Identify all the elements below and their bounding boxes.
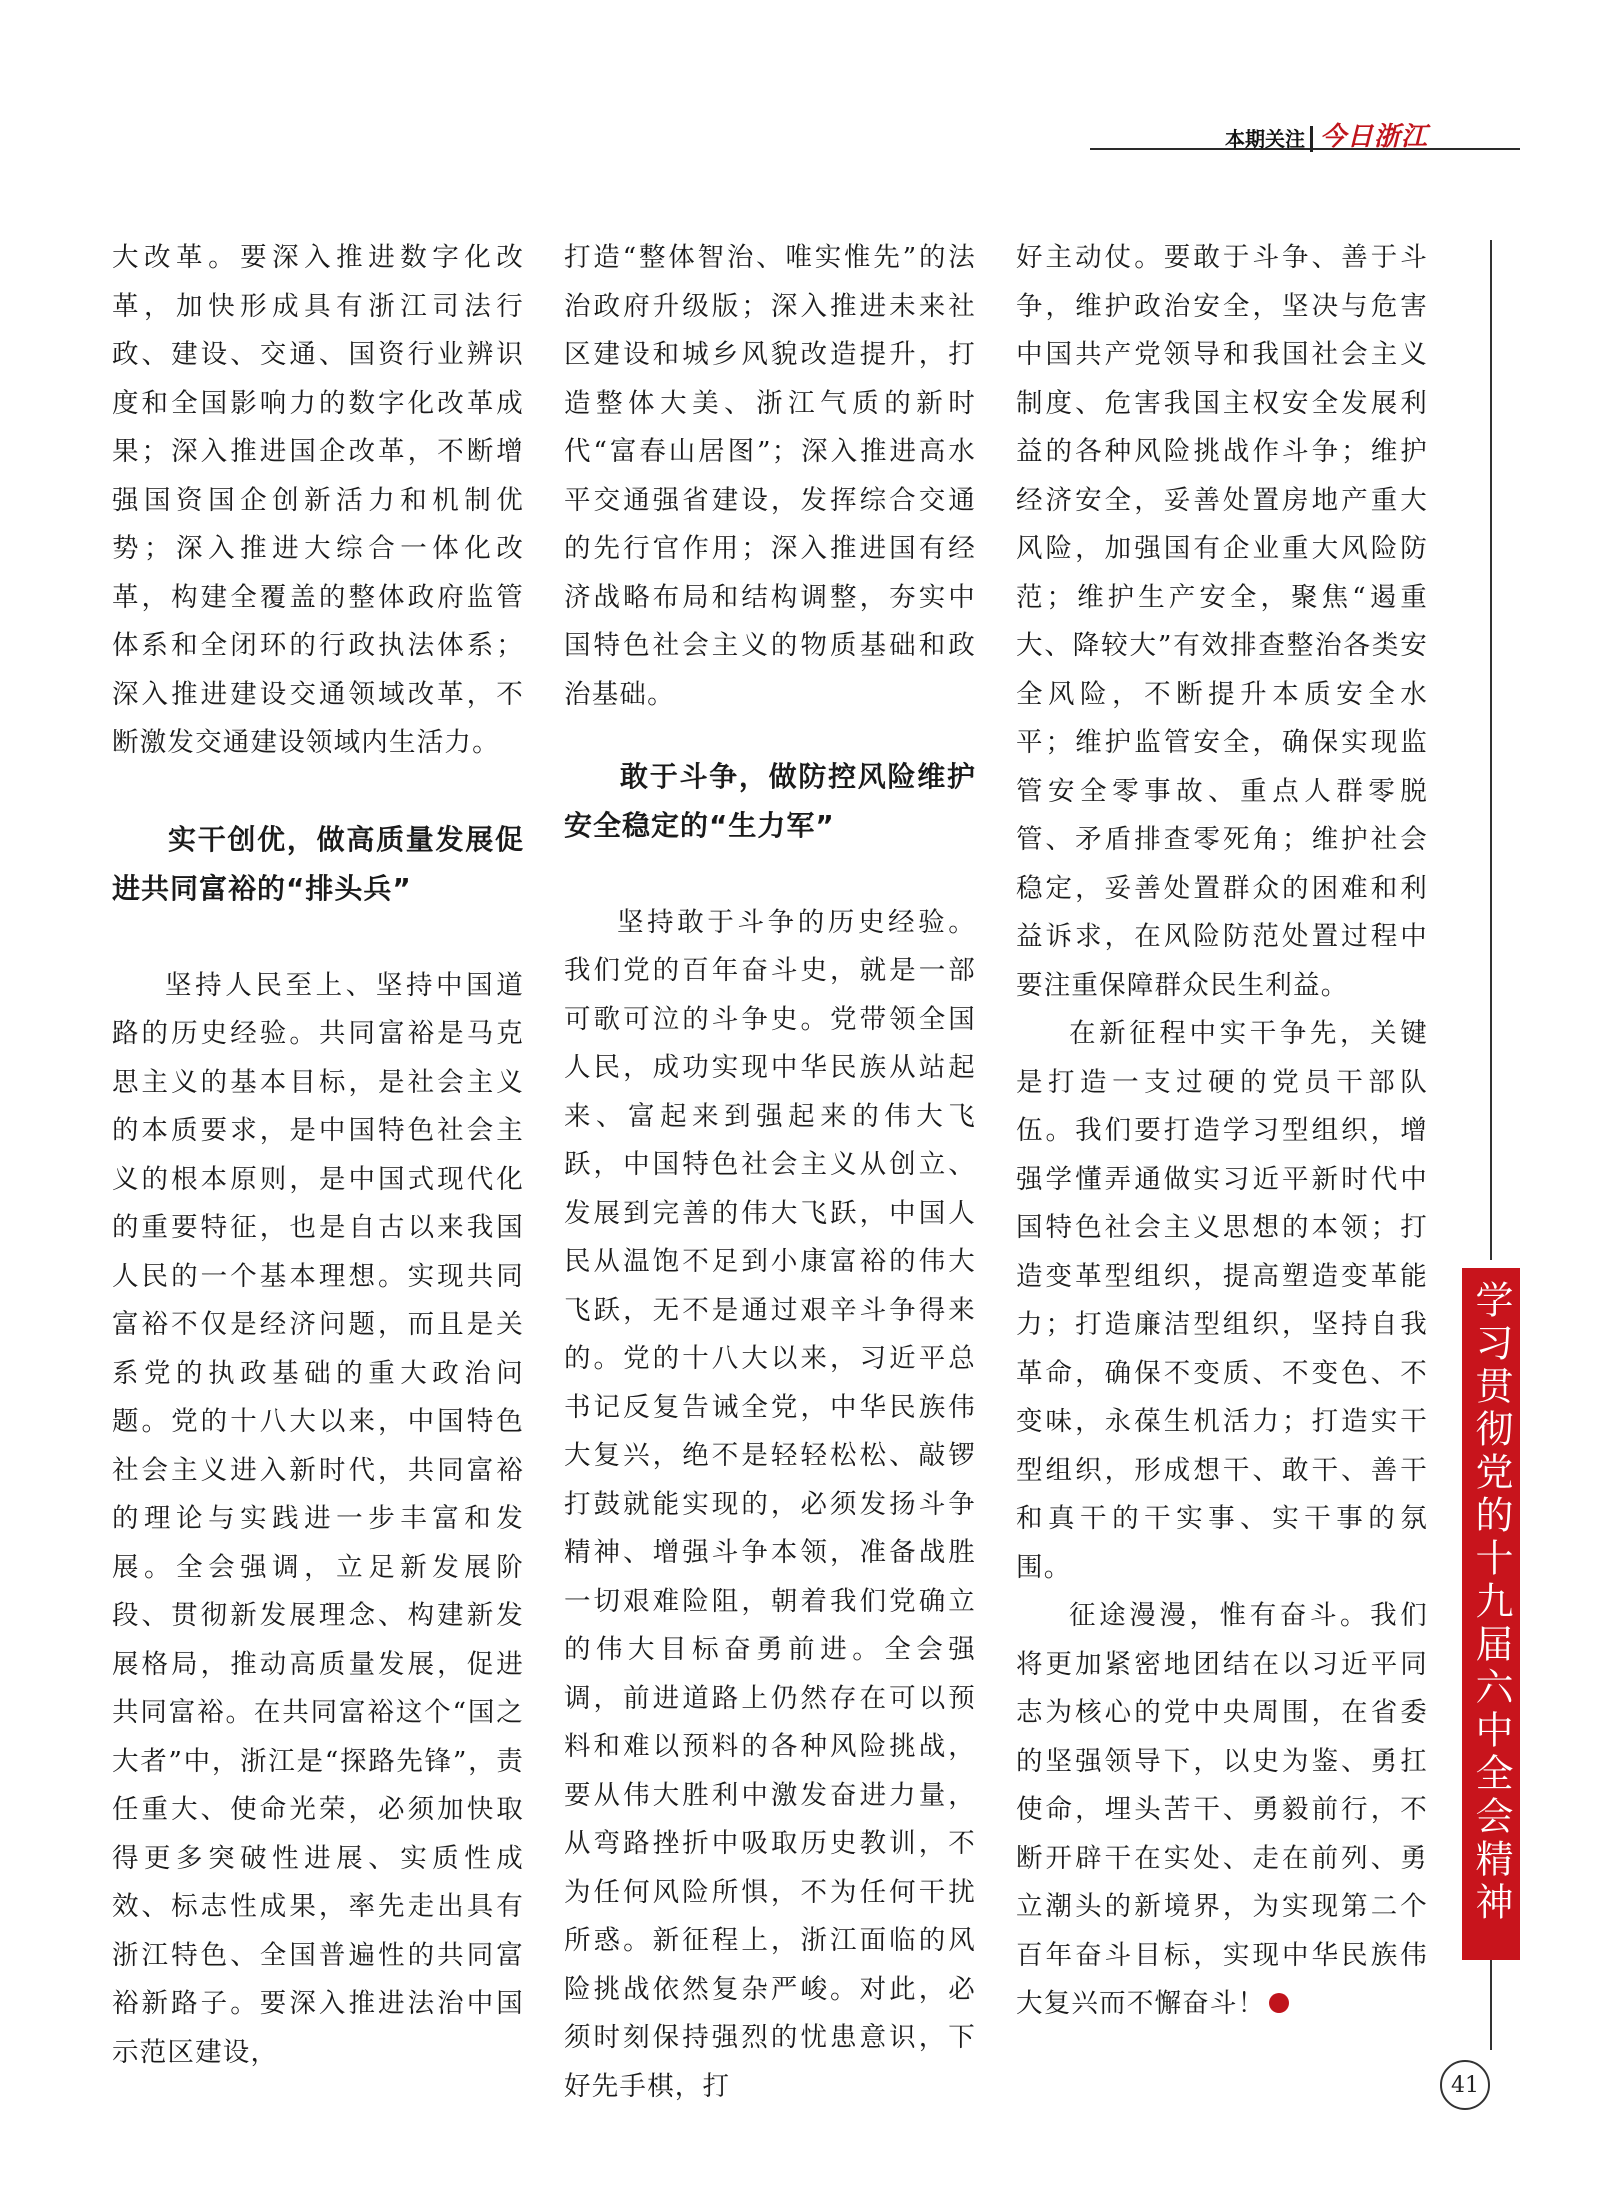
topic-banner-text: 学习贯彻党的十九届六中全会精神 xyxy=(1469,1280,1513,1925)
column-2-paragraph-1: 打造“整体智治、唯实惟先”的法治政府升级版；深入推进未来社区建设和城乡风貌改造提升，打造整体大美、浙江气质的新时代“富春山居图”；深入推进高水平交通强省建设，发挥综合交通的先行官作用；深入推进国有经济战略布局和结构调整，夯实中国特色社会主义的物质基础和政治基础。 xyxy=(564,242,976,710)
topic-banner xyxy=(1462,1268,1520,1960)
brand-logo: 今日浙江 xyxy=(1320,122,1429,152)
closing-paragraph-text: 征途漫漫，惟有奋斗。我们将更加紧密地团结在以习近平同志为核心的党中央周围，在省委的坚强领导下，以史为鉴、勇扛使命，埋头苦干、勇毅前行，不断开辟干在实处、走在前列、勇立潮头的新境界，为实现第二个百年奋斗目标，实现中华民族伟大复兴而不懈奋斗！ xyxy=(1016,1600,1428,2019)
column-3-paragraph-1: 好主动仗。要敢于斗争、善于斗争，维护政治安全，坚决与危害中国共产党领导和我国社会主义制度、危害我国主权安全发展利益的各种风险挑战作斗争；维护经济安全，妥善处置房地产重大风险，加强国有企业重大风险防范；维护生产安全，聚焦“遏重大、降较大”有效排查整治各类安全风险，不断提升本质安全水平；维护监管安全，确保实现监管安全零事故、重点人群零脱管、矛盾排查零死角；维护社会稳定，妥善处置群众的困难和利益诉求，在风险防范处置过程中要注重保障群众民生利益。 xyxy=(1016,242,1428,1001)
section-heading-1: 实干创优，做高质量发展促进共同富裕的“排头兵” xyxy=(112,823,524,905)
article-column-2 xyxy=(564,234,976,2111)
article-column-1 xyxy=(112,234,524,2077)
column-2-paragraph-2: 坚持敢于斗争的历史经验。我们党的百年奋斗史，就是一部可歌可泣的斗争史。党带领全国人民，成功实现中华民族从站起来、富起来到强起来的伟大飞跃，中国特色社会主义从创立、发展到完善的伟大飞跃，中国人民从温饱不足到小康富裕的伟大飞跃，无不是通过艰辛斗争得来的。党的十八大以来，习近平总书记反复告诫全党，中华民族伟大复兴，绝不是轻轻松松、敲锣打鼓就能实现的，必须发扬斗争精神、增强斗争本领，准备战胜一切艰难险阻，朝着我们党确立的伟大目标奋勇前进。全会强调，前进道路上仍然存在可以预料和难以预料的各种风险挑战，要从伟大胜利中激发奋进力量，从弯路挫折中吸取历史教训，不为任何风险所惧，不为任何干扰所惑。新征程上，浙江面临的风险挑战依然复杂严峻。对此，必须时刻保持强烈的忧患意识，下好先手棋，打 xyxy=(564,906,976,2102)
column-1-paragraph-1: 大改革。要深入推进数字化改革，加快形成具有浙江司法行政、建设、交通、国资行业辨识度和全国影响力的数字化改革成果；深入推进国企改革，不断增强国资国企创新活力和机制优势；深入推进大综合一体化改革，构建全覆盖的整体政府监管体系和全闭环的行政执法体系；深入推进建设交通领域改革，不断激发交通建设领域内生活力。 xyxy=(112,242,524,758)
header-section-label: 本期关注 xyxy=(1225,127,1305,151)
column-3-paragraph-3 xyxy=(1016,1592,1428,2029)
column-3-paragraph-2: 在新征程中实干争先，关键是打造一支过硬的党员干部队伍。我们要打造学习型组织，增强学懂弄通做实习近平新时代中国特色社会主义思想的本领；打造变革型组织，提高塑造变革能力；打造廉洁型组织，坚持自我革命，确保不变质、不变色、不变味，永葆生机活力；打造实干型组织，形成想干、敢干、善干和真干的干实事、实干事的氛围。 xyxy=(1016,1018,1428,1583)
margin-rule-top xyxy=(1490,240,1492,1260)
article-column-3 xyxy=(1016,234,1428,2029)
end-mark-icon xyxy=(1269,1993,1289,2013)
column-1-paragraph-2: 坚持人民至上、坚持中国道路的历史经验。共同富裕是马克思主义的基本目标，是社会主义的本质要求，是中国特色社会主义的根本原则，是中国式现代化的重要特征，也是自古以来我国人民的一个基本理想。实现共同富裕不仅是经济问题，而且是关系党的执政基础的重大政治问题。党的十八大以来，中国特色社会主义进入新时代，共同富裕的理论与实践进一步丰富和发展。全会强调，立足新发展阶段、贯彻新发展理念、构建新发展格局，推动高质量发展，促进共同富裕。在共同富裕这个“国之大者”中，浙江是“探路先锋”，责任重大、使命光荣，必须加快取得更多突破性进展、实质性成效、标志性成果，率先走出具有浙江特色、全国普遍性的共同富裕新路子。要深入推进法治中国示范区建设， xyxy=(112,969,524,2068)
page-number: 41 xyxy=(1440,2060,1490,2110)
margin-rule-bottom xyxy=(1490,1960,1492,2050)
section-heading-2: 敢于斗争，做防控风险维护安全稳定的“生力军” xyxy=(564,760,976,842)
header-separator xyxy=(1310,126,1313,152)
